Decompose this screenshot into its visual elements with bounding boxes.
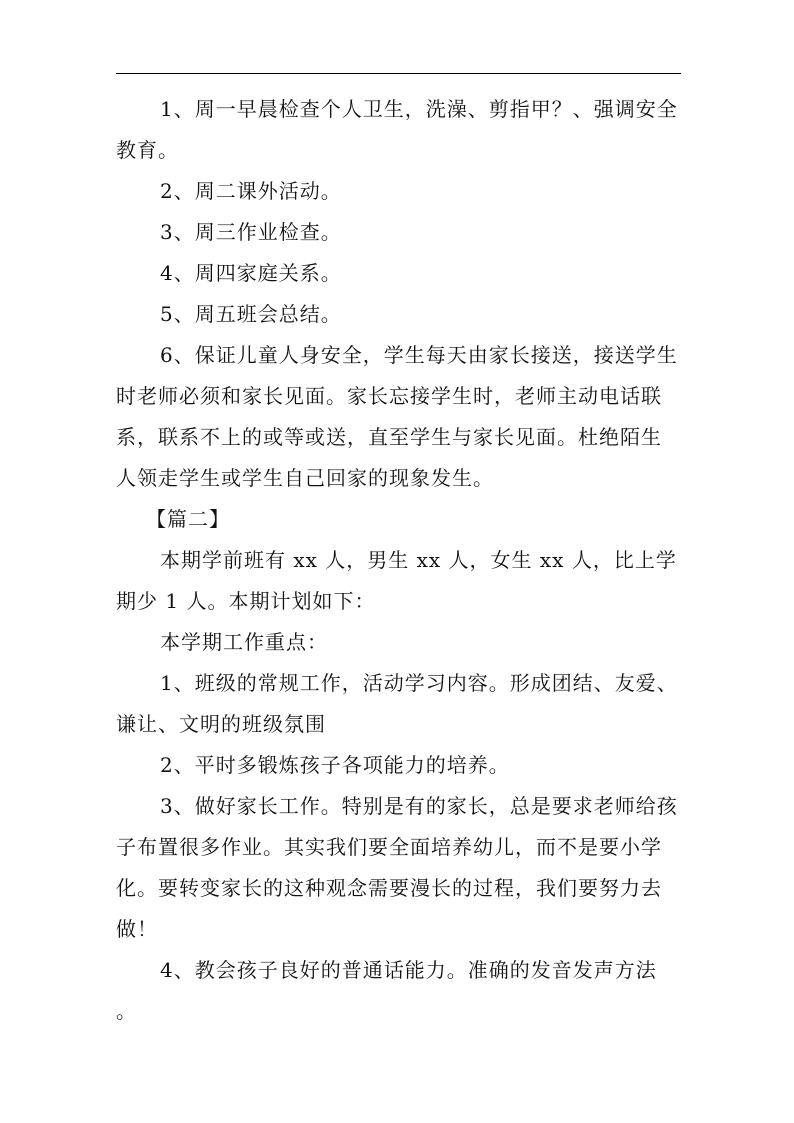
paragraph-item-3: 3、周三作业检查。 bbox=[160, 220, 342, 244]
paragraph-item-2: 2、周二课外活动。 bbox=[160, 179, 342, 203]
header-rule bbox=[116, 73, 681, 74]
document-body bbox=[116, 89, 681, 1032]
paragraph-focus-2: 2、平时多锻炼孩子各项能力的培养。 bbox=[160, 753, 510, 777]
section-heading: 【篇二】 bbox=[146, 507, 230, 531]
paragraph-item-5: 5、周五班会总结。 bbox=[160, 302, 342, 326]
paragraph-focus-3: 3、做好家长工作。特别是有的家长，总是要求老师给孩子布置很多作业。其实我们要全面培养幼儿，而不是要小学化。要转变家长的这种观念需要漫长的过程，我们要努力去做！ bbox=[116, 794, 678, 941]
paragraph-focus-1: 1、班级的常规工作，活动学习内容。形成团结、友爱、谦让、文明的班级氛围 bbox=[116, 671, 678, 736]
paragraph-item-1: 1、周一早晨检查个人卫生，洗澡、剪指甲？、强调安全教育。 bbox=[116, 97, 678, 162]
paragraph-focus-4: 4、教会孩子良好的普通话能力。准确的发音发声方法 。 bbox=[116, 958, 657, 1023]
paragraph-item-4: 4、周四家庭关系。 bbox=[160, 261, 342, 285]
paragraph-item-6: 6、保证儿童人身安全，学生每天由家长接送，接送学生时老师必须和家长见面。家长忘接学生时，老师主动电话联系，联系不上的或等或送，直至学生与家长见面。杜绝陌生人领走学生或学生自己回家的现象发生。 bbox=[116, 343, 678, 490]
paragraph-intro: 本期学前班有 xx 人，男生 xx 人，女生 xx 人，比上学期少 1 人。本期计划如下： bbox=[116, 548, 677, 613]
paragraph-focus-title: 本学期工作重点： bbox=[160, 630, 328, 654]
